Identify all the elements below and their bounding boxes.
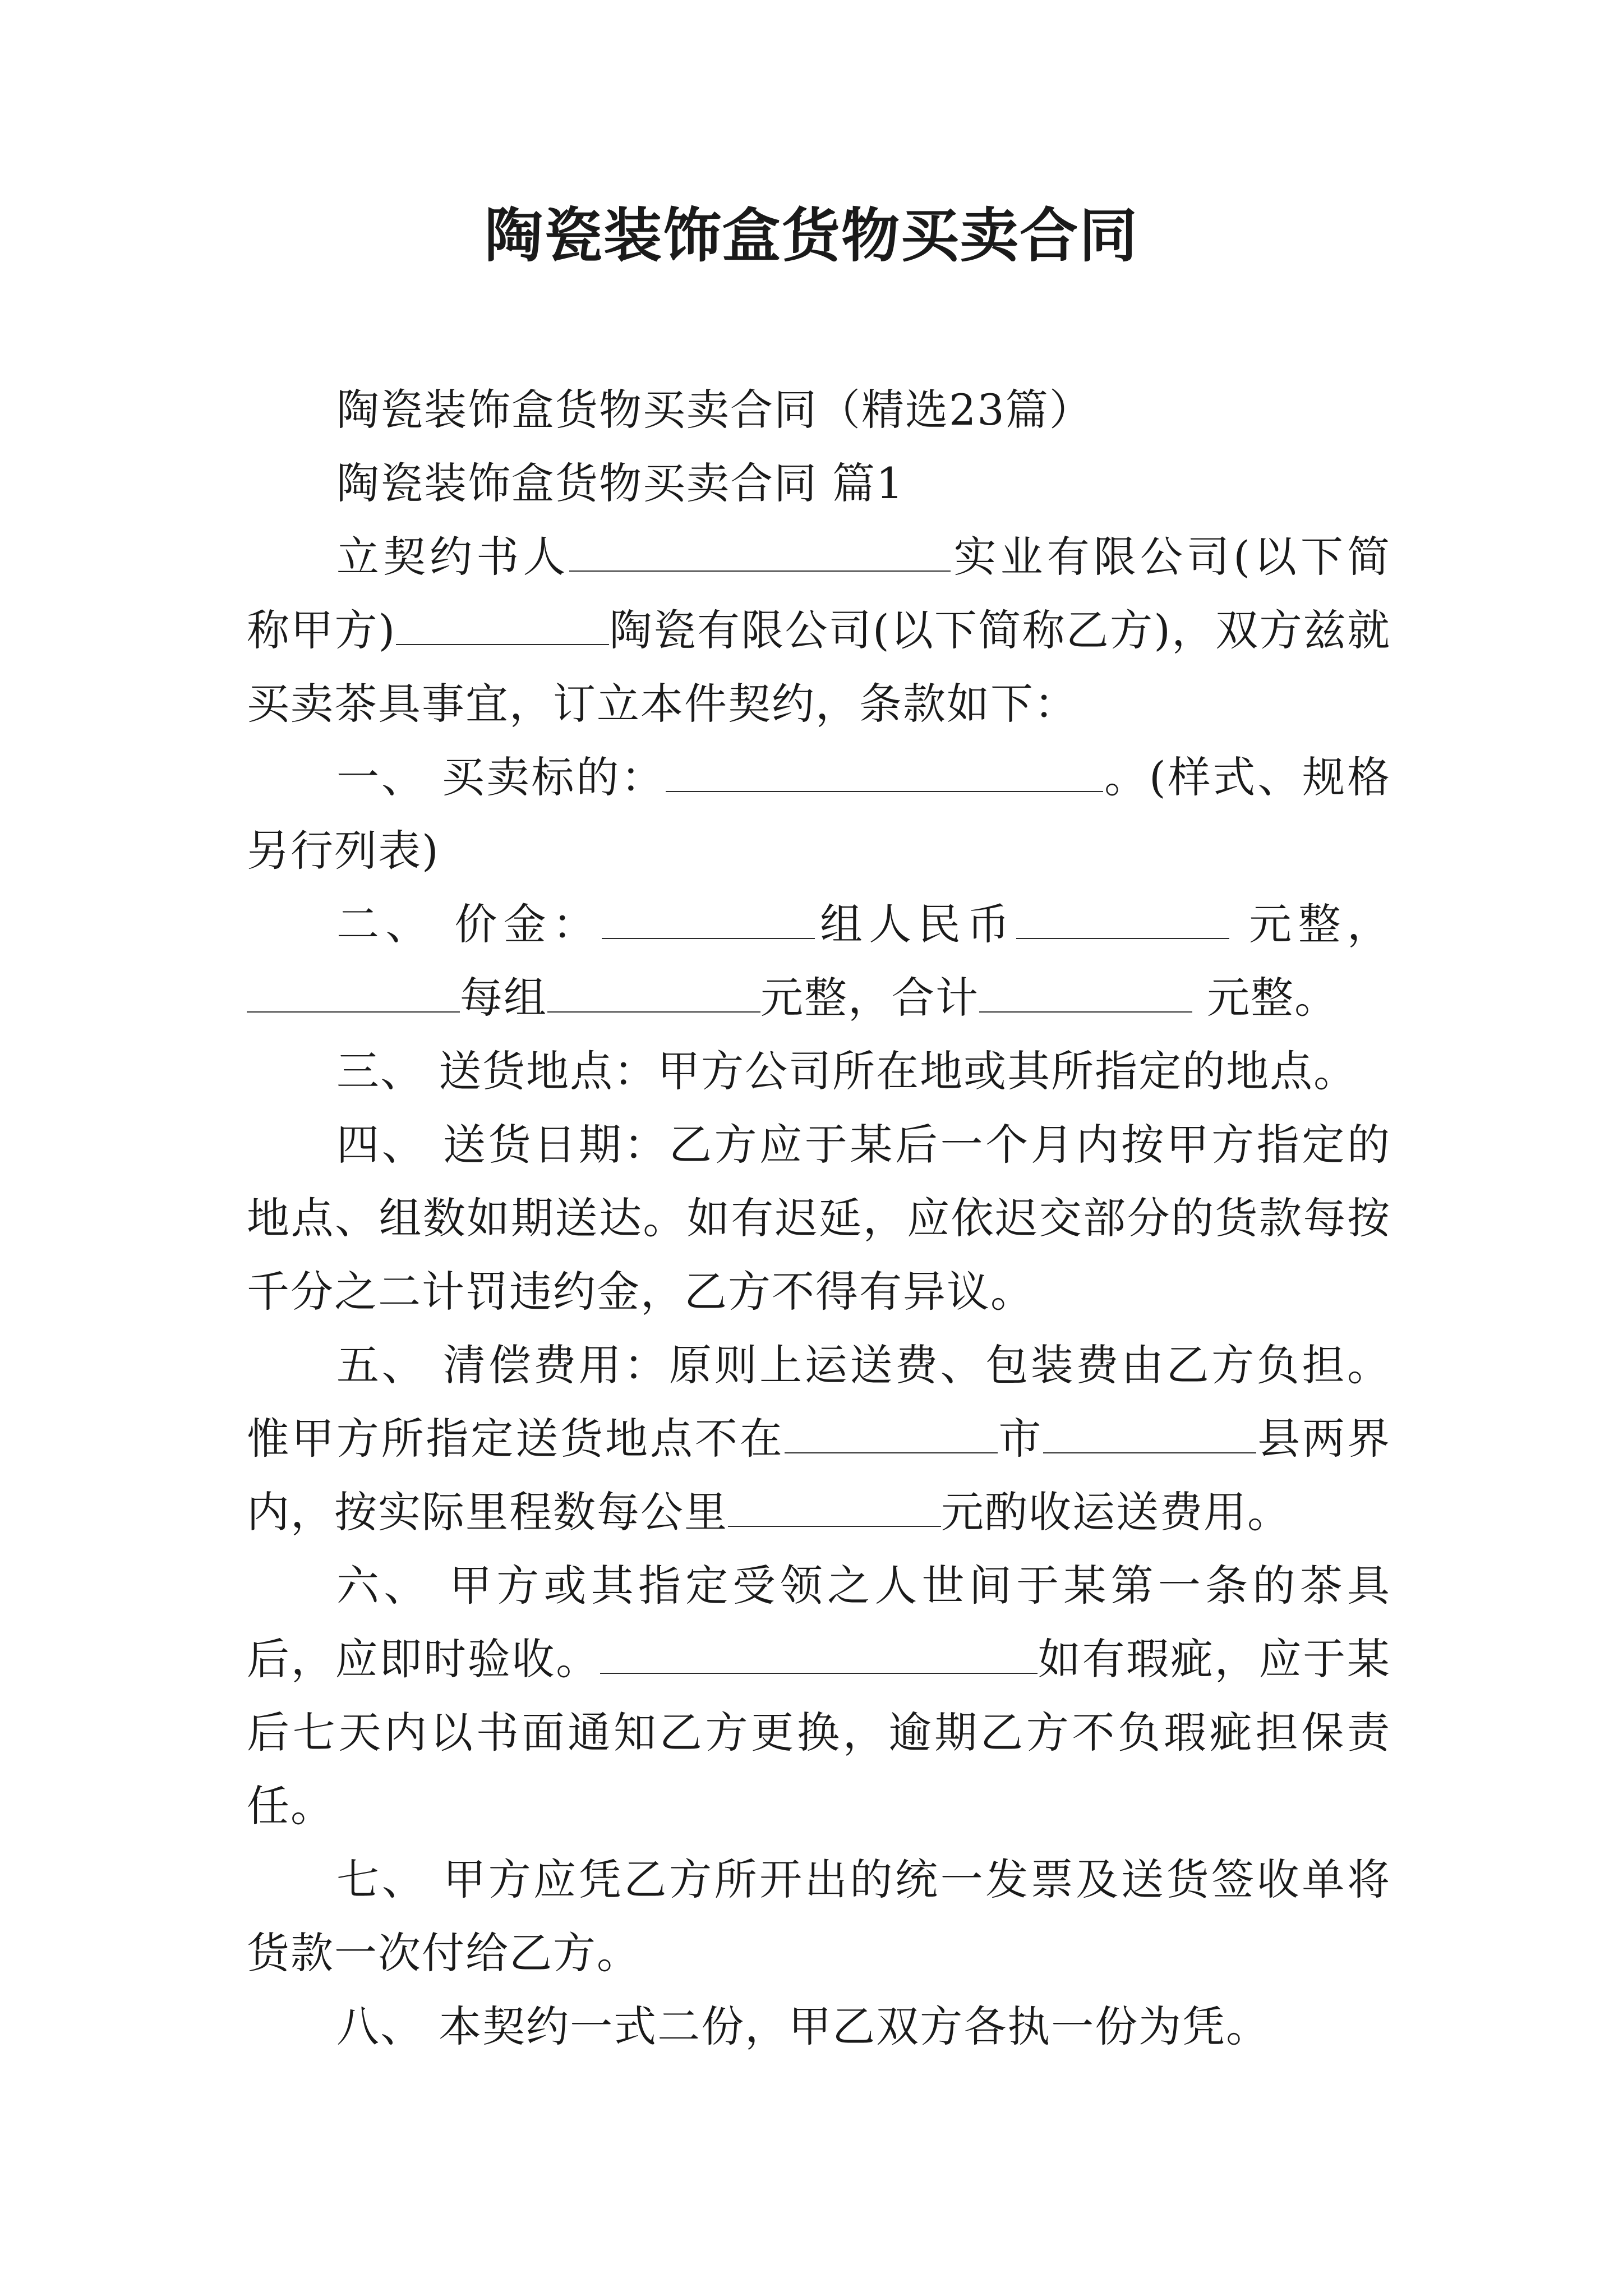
clause-7-text: 七、 甲方应凭乙方所开出的统一发票及送货签收单将货款一次付给乙方。 (247, 1855, 1391, 1978)
parties-paragraph (247, 520, 1391, 740)
clause-2-text-a: 二、 价金： (336, 899, 602, 949)
clause-7-paragraph (247, 1843, 1391, 1990)
clause-3-text: 三、 送货地点：甲方公司所在地或其所指定的地点。 (336, 1046, 1358, 1096)
clause-5-text-d: 元酌收运送费用。 (941, 1487, 1291, 1537)
blank-line (979, 972, 1192, 1013)
clause-4-paragraph (247, 1108, 1391, 1328)
clause-2-text-b: 组人民币 (814, 899, 1016, 949)
clause-5-text-b: 市 (997, 1414, 1044, 1464)
document-body (247, 373, 1391, 2063)
blank-line (600, 1634, 1038, 1674)
clause-2-paragraph (247, 887, 1391, 1034)
blank-line (1043, 1413, 1256, 1453)
clause-6-text-b: 如有瑕疵，应于某后七天内以书面通知乙方更换，逾期乙方不负瑕疵担保责任。 (247, 1634, 1391, 1831)
clause-8-paragraph (247, 1990, 1391, 2063)
blank-line (728, 1487, 941, 1527)
blank-line (602, 899, 815, 939)
parties-text-b: 实业有限公司(以下简称甲方) (247, 532, 1391, 655)
clause-5-text-a: 五、 清偿费用：原则上运送费、包装费由乙方负担。惟甲方所指定送货地点不在 (247, 1340, 1391, 1464)
clause-6-text-a: 六、 甲方或其指定受领之人世间于某第一条的茶具后，应即时验收。 (247, 1561, 1391, 1684)
section-heading-paragraph (247, 447, 1391, 520)
blank-line (1016, 899, 1229, 939)
clause-2-text-c: 元整， (1229, 899, 1391, 949)
subtitle-paragraph (247, 373, 1391, 447)
clause-1-text-b: 。(样式、规格另行列表) (247, 752, 1391, 876)
clause-6-paragraph (247, 1549, 1391, 1843)
clause-3-paragraph (247, 1034, 1391, 1108)
clause-1-paragraph (247, 740, 1391, 887)
clause-5-text-c: 县两界内，按实际里程数每公里 (247, 1414, 1391, 1537)
clause-2-text-f: 元整。 (1192, 973, 1339, 1023)
blank-line (666, 752, 1103, 792)
subtitle-text: 陶瓷装饰盒货物买卖合同（精选23篇） (336, 385, 1093, 435)
clause-2-text-e: 元整，合计 (760, 973, 979, 1023)
clause-5-paragraph (247, 1328, 1391, 1549)
clause-8-text: 八、 本契约一式二份，甲乙双方各执一份为凭。 (336, 2001, 1270, 2051)
clause-1-text-a: 一、 买卖标的： (336, 752, 666, 802)
blank-line (247, 972, 460, 1013)
blank-line (547, 972, 760, 1013)
clause-4-text: 四、 送货日期：乙方应于某后一个月内按甲方指定的地点、组数如期送达。如有迟延，应依迟交部分的货款每按千分之二计罚违约金，乙方不得有异议。 (247, 1120, 1391, 1317)
blank-line (785, 1413, 998, 1453)
parties-text-a: 立契约书人 (336, 532, 570, 582)
document-title: 陶瓷装饰盒货物买卖合同 (484, 201, 1138, 270)
blank-line (569, 531, 951, 572)
section-heading-text: 陶瓷装饰盒货物买卖合同 篇1 (336, 458, 905, 508)
blank-line (396, 605, 609, 645)
parties-text-c: 陶瓷有限公司(以下简称乙方)，双方兹就买卖茶具事宜，订立本件契约，条款如下： (247, 605, 1391, 729)
clause-2-text-d: 每组 (460, 973, 547, 1023)
